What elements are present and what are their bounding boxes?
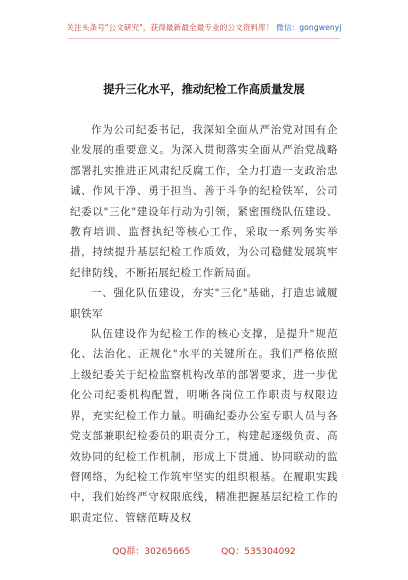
header-divider xyxy=(68,38,340,39)
document-title: 提升三化水平，推动纪检工作高质量发展 xyxy=(103,83,305,96)
footer-qq-group: QQ群：30265665 xyxy=(112,547,191,557)
header-banner xyxy=(0,22,408,33)
footer-contact xyxy=(0,544,408,557)
header-banner-promo: 关注头条号"公文研究"，获得最新最全最专业的公文资料库！ xyxy=(66,23,274,32)
paragraph-team-building: 队伍建设作为纪检工作的核心支撑，是提升"规范化、法治化、正规化"水平的关键所在。我们严格依照上级纪委关于纪检监察机构改革的部署要求，进一步优化公司纪委机构配置，明晰各岗位工作职责与权限边界，充实纪检工作力量。明确纪委办公室专职人员与各党支部兼职纪检委员的职责分工，构建起逐级负责、高效协同的纪检工作机制，形成上下贯通、协同联动的监督网络，为纪检工作筑牢坚实的组织根基。在履职实践中，我们始终严守权限底线，精准把握基层纪检工作的职责定位、管辖范畴及权 xyxy=(70,328,338,524)
footer-qq: QQ：535304092 xyxy=(221,547,296,557)
header-banner-wechat: 微信：gongwenyj xyxy=(276,23,342,32)
document-body xyxy=(70,120,338,528)
paragraph-intro: 作为公司纪委书记，我深知全面从严治党对国有企业发展的重要意义。为深入贯彻落实全面从严治党战略部署扎实推进正风肃纪反腐工作，全力打造一支政治忠诚、作风干净、勇于担当、善于斗争的纪检铁军，公司纪委以"三化"建设年行动为引领，紧密围绕队伍建设、教育培训、监督执纪等核心工作，采取一系列务实举措，持续提升基层纪检工作质效，为公司稳健发展筑牢纪律防线，不断拓展纪检工作新局面。 xyxy=(70,124,338,279)
section-heading-1: 一、强化队伍建设，夯实"三化"基础，打造忠诚履职铁军 xyxy=(70,287,338,320)
